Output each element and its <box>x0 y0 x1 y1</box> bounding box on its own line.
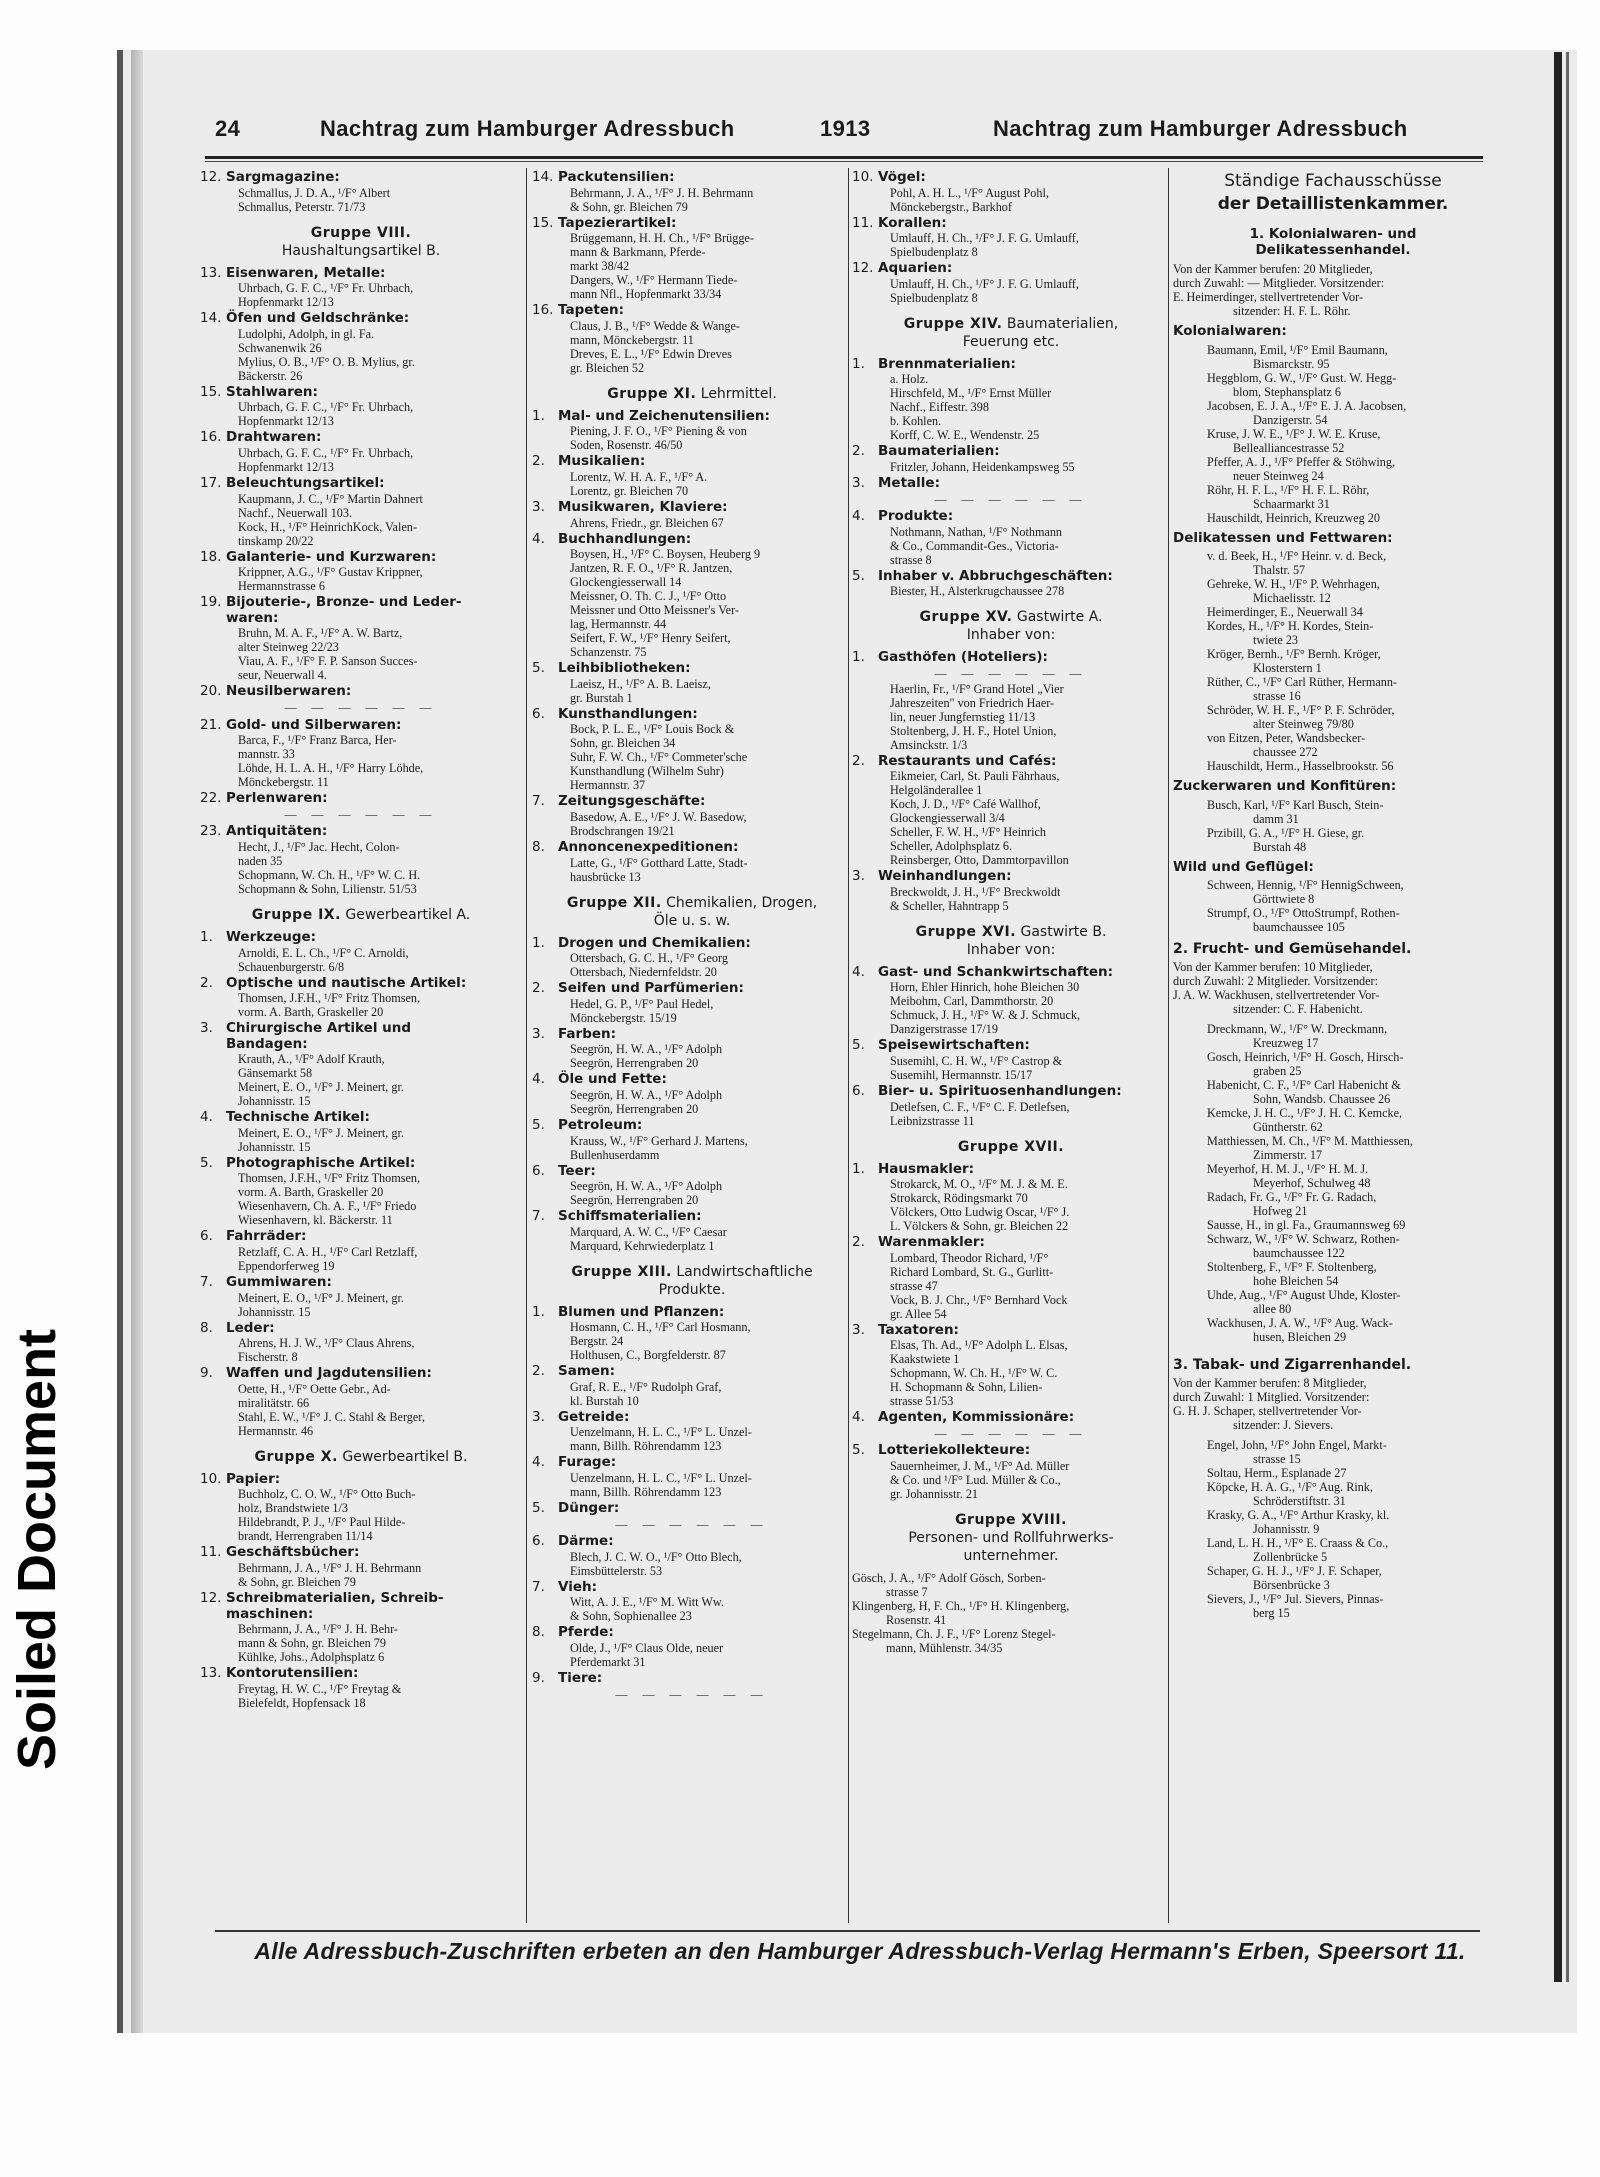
list-item: 2. Musikalien: Lorentz, W. H. A. F., ¹/F° A. Lorentz, gr. Bleichen 70 <box>532 453 708 498</box>
list-item: 1. Blumen und Pflanzen: Hosmann, C. H., ¹/F° Carl Hosmann, Bergstr. 24 Holthusen, C., Borgfelderstr. 87 <box>532 1303 751 1363</box>
header-title-right: Nachtrag zum Hamburger Adressbuch <box>993 116 1408 141</box>
list-item: 3. Metalle: — — — — — — <box>852 474 1088 506</box>
category-heading: Delikatessen und Fettwaren: <box>1173 529 1393 546</box>
list-item: 23. Antiquitäten: Hecht, J., ¹/F° Jac. Hecht, Colon- naden 35 Schopmann, W. Ch. H., ¹/F° W. C. H. Schopmann & Sohn, Lilienstr. 51/53 <box>200 823 421 896</box>
column-divider <box>526 168 527 1923</box>
column-1 <box>200 170 522 1712</box>
list-item: 15. Tapezierartikel: Brüggemann, H. H. Ch., ¹/F° Brügge- mann & Barkmann, Pferde- markt 38/42 Dangers, W., ¹/F° Hermann Tiede- mann Nfl., Hopfenmarkt 33/34 <box>532 214 754 302</box>
group-heading: Gruppe XVII. <box>957 1138 1065 1155</box>
list-item: 5. Inhaber v. Abbruchgeschäften: Biester, H., Alsterkrugchaussee 278 <box>852 567 1113 599</box>
group-heading: Gruppe XIV. Baumaterialien, Feuerung etc. <box>903 315 1119 350</box>
list-item: 10. Vögel: Pohl, A. H. L., ¹/F° August Pohl, Mönckebergstr., Barkhof <box>852 169 1049 214</box>
list-item: 7. Gummiwaren: Meinert, E. O., ¹/F° J. Meinert, gr. Johannisstr. 15 <box>200 1274 404 1319</box>
category-heading: Wild und Geflügel: <box>1173 858 1314 875</box>
group-heading: Gruppe XI. Lehrmittel. <box>607 385 777 402</box>
column-3 <box>852 170 1170 1657</box>
list-item: 1. Gasthöfen (Hoteliers): — — — — — — Haerlin, Fr., ¹/F° Grand Hotel „Vier Jahreszeiten" von Friedrich Haer- lin, neuer Jungfernstieg 11/13 Stoltenberg, J. H. F., Hotel Union, Amsinckstr. 1/3 <box>852 649 1088 752</box>
section-heading: 2. Frucht- und Gemüsehandel. <box>1173 941 1412 958</box>
header-rule-thin <box>205 161 1483 162</box>
list-item: 1. Drogen und Chemikalien: Ottersbach, G. C. H., ¹/F° Georg Ottersbach, Niedernfeldstr. 20 <box>532 934 751 980</box>
group-heading: Gruppe IX. Gewerbeartikel A. <box>251 906 471 923</box>
list-item: 4. Öle und Fette: Seegrön, H. W. A., ¹/F° Adolph Seegrön, Herrengraben 20 <box>532 1071 723 1116</box>
list-item: 7. Zeitungsgeschäfte: Basedow, A. E., ¹/F° J. W. Basedow, Brodschrangen 19/21 <box>532 793 747 838</box>
list-item: 7. Vieh: Witt, A. J. E., ¹/F° M. Witt Ww. & Sohn, Sophienallee 23 <box>532 1578 724 1624</box>
list-item: 1. Mal- und Zeichenutensilien: Piening, J. F. O., ¹/F° Piening & von Soden, Rosenstr. 46/50 <box>532 407 770 453</box>
list-item: 3. Weinhandlungen: Breckwoldt, J. H., ¹/F° Breckwoldt & Scheller, Hahntrapp 5 <box>852 868 1061 913</box>
header-title-left: Nachtrag zum Hamburger Adressbuch <box>320 116 735 141</box>
list-item: 2. Seifen und Parfümerien: Hedel, G. P., ¹/F° Paul Hedel, Mönckebergstr. 15/19 <box>532 980 744 1025</box>
group-heading: Gruppe XVI. Gastwirte B. Inhaber von: <box>915 923 1107 958</box>
list-item: 12. Schreibmaterialien, Schreib- maschinen: Behrmann, J. A., ¹/F° J. H. Behr- mann & Sohn, gr. Bleichen 79 Kühlke, Johs., Adolphsplatz 6 <box>200 1590 444 1665</box>
group-heading: Gruppe X. Gewerbeartikel B. <box>254 1448 468 1465</box>
list-item: 12. Sargmagazine: Schmallus, J. D. A., ¹/F° Albert Schmallus, Peterstr. 71/73 <box>200 169 391 214</box>
list-item: 5. Speisewirtschaften: Susemihl, C. H. W., ¹/F° Castrop & Susemihl, Hermannstr. 15/17 <box>852 1037 1063 1082</box>
column-title: Ständige Fachausschüsse der Detaillistenkammer. <box>1217 171 1449 214</box>
page-number: 24 <box>215 116 241 141</box>
list-item: 1. Brennmaterialien: a. Holz. Hirschfeld, M., ¹/F° Ernst Müller Nachf., Eiffestr. 398 b. Kohlen. Korff, C. W. E., Wendenstr. 25 <box>852 355 1052 443</box>
list-item: 3. Taxatoren: Elsas, Th. Ad., ¹/F° Adolph L. Elsas, Kaakstwiete 1 Schopmann, W. Ch. H., ¹/F° W. C. H. Schopmann & Sohn, Lilien- strasse 51/53 <box>852 1321 1068 1409</box>
group-heading: Gruppe XII. Chemikalien, Drogen, Öle u. s. w. <box>566 894 818 929</box>
list-item: 9. Tiere: — — — — — — <box>532 1670 769 1701</box>
list-item: 6. Fahrräder: Retzlaff, C. A. H., ¹/F° Carl Retzlaff, Eppendorferweg 19 <box>200 1228 418 1274</box>
list-item: 3. Getreide: Uenzelmann, H. L. C., ¹/F° L. Unzel- mann, Billh. Röhrendamm 123 <box>532 1408 752 1454</box>
category-heading: Kolonialwaren: <box>1173 323 1287 339</box>
list-item: 3. Chirurgische Artikel und Bandagen: Krauth, A., ¹/F° Adolf Krauth, Gänsemarkt 58 Meinert, E. O., ¹/F° J. Meinert, gr. Johannisstr. 15 <box>200 1020 412 1109</box>
list-item: 7. Schiffsmaterialien: Marquard, A. W. C., ¹/F° Caesar Marquard, Kehrwiederplatz 1 <box>532 1208 727 1253</box>
list-item: 21. Gold- und Silberwaren: Barca, F., ¹/F° Franz Barca, Her- mannstr. 33 Löhde, H. L. A. H., ¹/F° Harry Löhde, Mönckebergstr. 11 <box>200 716 424 790</box>
column-2 <box>532 170 852 1704</box>
section-heading: 3. Tabak- und Zigarrenhandel. <box>1173 1356 1412 1373</box>
list-item: 13. Eisenwaren, Metalle: Uhrbach, G. F. C., ¹/F° Fr. Uhrbach, Hopfenmarkt 12/13 <box>200 264 414 310</box>
list-item: 12. Aquarien: Umlauff, H. Ch., ¹/F° J. F. G. Umlauff, Spielbudenplatz 8 <box>852 260 1079 305</box>
list-item: 18. Galanterie- und Kurzwaren: Krippner, A.G., ¹/F° Gustav Krippner, Hermannstrasse 6 <box>200 548 437 594</box>
list-item: 4. Gast- und Schankwirtschaften: Horn, Ehler Hinrich, hohe Bleichen 30 Meibohm, Carl, Dammthorstr. 20 Schmuck, J. H., ¹/F° W. & J. Schmuck, Danzigerstrasse 17/19 <box>852 963 1114 1037</box>
list-item: 1. Werkzeuge: Arnoldi, E. L. Ch., ¹/F° C. Arnoldi, Schauenburgerstr. 6/8 <box>200 928 409 974</box>
list-item: 11. Korallen: Umlauff, H. Ch., ¹/F° J. F. G. Umlauff, Spielbudenplatz 8 <box>852 214 1079 260</box>
list-item: 6. Kunsthandlungen: Bock, P. L. E., ¹/F° Louis Bock & Sohn, gr. Bleichen 34 Suhr, F. W. Ch., ¹/F° Commeter'sche Kunsthandlung (Wilhelm Suhr) Hermannstr. 37 <box>532 705 748 793</box>
list-item: 2. Samen: Graf, R. E., ¹/F° Rudolph Graf, kl. Burstah 10 <box>532 1363 722 1408</box>
list-item: 6. Därme: Blech, J. C. W. O., ¹/F° Otto Blech, Eimsbüttelerstr. 53 <box>532 1533 742 1578</box>
list-item: 5. Photographische Artikel: Thomsen, J.F.H., ¹/F° Fritz Thomsen, vorm. A. Barth, Graskeller 20 Wiesenhavern, Ch. A. F., ¹/F° Friedo Wiesenhavern, kl. Bäckerstr. 11 <box>200 1154 421 1228</box>
list-item: 16. Drahtwaren: Uhrbach, G. F. C., ¹/F° Fr. Uhrbach, Hopfenmarkt 12/13 <box>200 429 414 474</box>
section-heading: 1. Kolonialwaren- und Delikatessenhandel. <box>1249 226 1417 258</box>
group-heading: Gruppe XV. Gastwirte A. Inhaber von: <box>919 609 1103 644</box>
group-heading: Gruppe XIII. Landwirtschaftliche Produkte. <box>571 1263 813 1298</box>
list-item: 8. Pferde: Olde, J., ¹/F° Claus Olde, neuer Pferdemarkt 31 <box>532 1624 724 1670</box>
list-item: 14. Öfen und Geldschränke: Ludolphi, Adolph, in gl. Fa. Schwanenwik 26 Mylius, O. B., ¹/F° O. B. Mylius, gr. Bäckerstr. 26 <box>200 310 415 383</box>
list-item: 5. Leihbibliotheken: Laeisz, H., ¹/F° A. B. Laeisz, gr. Burstah 1 <box>532 660 711 705</box>
list-item: 4. Technische Artikel: Meinert, E. O., ¹/F° J. Meinert, gr. Johannisstr. 15 <box>200 1109 404 1154</box>
list-item: 1. Hausmakler: Strokarck, M. O., ¹/F° M. J. & M. E. Strokarck, Rödingsmarkt 70 Völckers, Otto Ludwig Oscar, ¹/F° J. L. Völckers & Sohn, gr. Bleichen 22 <box>852 1160 1070 1234</box>
list-item: 5. Lotteriekollekteure: Sauernheimer, J. M., ¹/F° Ad. Müller & Co. und ¹/F° Lud. Müller & Co., gr. Johannisstr. 21 <box>852 1442 1070 1502</box>
list-item: 10. Papier: Buchholz, C. O. W., ¹/F° Otto Buch- holz, Brandstwiete 1/3 Hildebrandt, P. J., ¹/F° Paul Hilde- brandt, Herrengraben 11/14 <box>200 1470 416 1544</box>
category-heading: Zuckerwaren und Konfitüren: <box>1173 778 1397 795</box>
list-item: 6. Bier- u. Spirituosenhandlungen: Detlefsen, C. F., ¹/F° C. F. Detlefsen, Leibnizstrasse 11 <box>852 1082 1122 1128</box>
list-item: 8. Leder: Ahrens, H. J. W., ¹/F° Claus Ahrens, Fischerstr. 8 <box>200 1319 415 1365</box>
list-item: 15. Stahlwaren: Uhrbach, G. F. C., ¹/F° Fr. Uhrbach, Hopfenmarkt 12/13 <box>200 383 414 429</box>
list-item: Gösch, J. A., ¹/F° Adolf Gösch, Sorben- strasse 7 Klingenberg, H, F. Ch., ¹/F° H. Klingenberg, Rosenstr. 41 Stegelmann, Ch. J. F., ¹/F° Lorenz Stegel- mann, Mühlenstr. 34/35 <box>852 1571 1070 1656</box>
page-header <box>215 116 1483 156</box>
list-item: 5. Dünger: — — — — — — <box>532 1500 769 1531</box>
footer-rule <box>215 1930 1480 1932</box>
group-heading: Gruppe XVIII. Personen- und Rollfuhrwerks- unternehmer. <box>908 1512 1114 1565</box>
list-item: 6. Teer: Seegrön, H. W. A., ¹/F° Adolph Seegrön, Herrengraben 20 <box>532 1162 723 1208</box>
list-item: 4. Produkte: Nothmann, Nathan, ¹/F° Nothmann & Co., Commandit-Ges., Victoria- strasse 8 <box>852 508 1063 567</box>
list-item: 13. Kontorutensilien: Freytag, H. W. C., ¹/F° Freytag & Bielefeldt, Hopfensack 18 <box>200 1665 402 1710</box>
list-item: 11. Geschäftsbücher: Behrmann, J. A., ¹/F° J. H. Behrmann & Sohn, gr. Bleichen 79 <box>200 1544 422 1590</box>
list-item: 16. Tapeten: Claus, J. B., ¹/F° Wedde & Wange- mann, Mönckebergstr. 11 Dreves, E. L., ¹/F° Edwin Dreves gr. Bleichen 52 <box>532 302 740 375</box>
footer-notice: Alle Adressbuch-Zuschriften erbeten an den Hamburger Adressbuch-Verlag Hermann's Erben, Speersort 11. <box>254 1938 1466 1964</box>
list-item: 2. Optische und nautische Artikel: Thomsen, J.F.H., ¹/F° Fritz Thomsen, vorm. A. Barth, Graskeller 20 <box>200 974 467 1020</box>
page-edge-shadow <box>1566 52 1569 1982</box>
list-item: 22. Perlenwaren: — — — — — — <box>200 790 438 821</box>
list-item: 8. Annoncenexpeditionen: Latte, G., ¹/F° Gotthard Latte, Stadt- hausbrücke 13 <box>532 838 748 884</box>
header-year: 1913 <box>820 116 871 141</box>
list-item: 5. Petroleum: Krauss, W., ¹/F° Gerhard J. Martens, Bullenhuserdamm <box>532 1116 748 1162</box>
column-4: Ständige Fachausschüsse der Detaillistenkammer. 1. Kolonialwaren- und Delikatessenhandel. Von der Kammer berufen: 20 Mitglieder, durch Zuwahl: — Mitglieder. Vorsitzender: E. Heimerdinger, stellvertretender Vor- sitzender: H. F. L. Röhr. Kolonialwaren: Baumann, Emil, ¹/F° Emil Baumann, Bismarckstr. 95 Heggblom, G. W., ¹/F° Gust. W. Hegg- blom, Stephansplatz 6 Jacobsen, E. J. A., ¹/F° E. J. A. Jacobsen, Danzigerstr. 54 Kruse, J. W. E., ¹/F° J. W. E. Kruse, Bellealliancestrasse 52 Pfeffer, A. J., ¹/F° Pfeffer & Stöhwing, neuer Steinweg 24 Röhr, H. F. L., ¹/F° H. F. L. Röhr, Schaarmarkt 31 Hauschildt, Heinrich, Kreuzweg 20 Delikatessen und Fettwaren: v. d. Beek, H., ¹/F° Heinr. v. d. Beck, Thalstr. 57 Gehreke, W. H., ¹/F° P. Wehrhagen, Michaelisstr. 12 Heimerdinger, E., Neuerwall 34 Kordes, H., ¹/F° H. Kordes, Stein- twiete 23 Kröger, Bernh., ¹/F° Bernh. Kröger, Klosterstern 1 Rüther, C., ¹/F° Carl Rüther, Hermann- strasse 16 Schröder, W. H. F., ¹/F° P. F. Schröder, alter Steinweg 79/80 von Eitzen, Peter, Wandsbecker- chaussee 272 Hauschildt, Herm., Hasselbrookstr. 56 Zuckerwaren und Konfitüren: Busch, Karl, ¹/F° Karl Busch, Stein- damm 31 Przibill, G. A., ¹/F° H. Giese, gr. Burstah 48 Wild und Geflügel: Schween, Hennig, ¹/F° HennigSchween, Görttwiete 8 Strumpf, O., ¹/F° OttoStrumpf, Rothen- baumchaussee 105 2. Frucht- und Gemüsehandel. Von der Kammer berufen: 10 Mitglieder, durch Zuwahl: 2 Mitglieder. Vorsitzender: J. A. W. Wackhusen, stellvertretender Vor- sitzender: C. F. Habenicht. Dreckmann, W., ¹/F° W. Dreckmann, Kreuzweg 17 Gosch, Heinrich, ¹/F° H. Gosch, Hirsch- graben 25 Habenicht, C. F., ¹/F° Carl Habenicht & Sohn, Wandsb. Chaussee 26 Kemcke, J. H. C., ¹/F° J. H. C. Kemcke, Güntherstr. 62 Matthiessen, M. Ch., ¹/F° M. Matthiessen, Zimmerstr. 17 Meyerhof, H. M. J., ¹/F° H. M. J. Meyerhof, Schulweg 48 Radach, Fr. G., ¹/F° Fr. G. Radach, Hofweg 21 Sausse, H., in gl. Fa., Graumannsweg 69 Schwarz, W., ¹/F° W. Schwarz, Rothen- baumchaussee 122 Stoltenberg, F., ¹/F° F. Stoltenberg, hohe Bleichen 54 Uhde, Aug., ¹/F° August Uhde, Kloster- allee 80 Wackhusen, J. A. W., ¹/F° Aug. Wack- husen, Bleichen 29 3. Tabak- und Zigarrenhandel. Von der Kammer berufen: 8 Mitglieder, durch Zuwahl: 1 Mitglied. Vorsitzender: G. H. J. Schaper, stellvertretender Vor- sitzender: J. Sievers. Engel, John, ¹/F° John Engel, Markt- strasse 15 Soltau, Herm., Esplanade 27 Köpcke, H. A. G., ¹/F° Aug. Rink, Schröderstiftstr. 31 Krasky, G. A., ¹/F° Arthur Krasky, kl. Johannisstr. 9 Land, L. H. H., ¹/F° E. Craass & Co., Zollenbrücke 5 Schaper, G. H. J., ¹/F° J. F. Schaper, Börsenbrücke 3 Sievers, J., ¹/F° Jul. Sievers, Pinnas- berg 15 <box>1173 170 1493 1620</box>
group-heading: Gruppe VIII. Haushaltungsartikel B. <box>281 224 441 259</box>
list-item: 4. Agenten, Kommissionäre: — — — — — — <box>852 1409 1088 1440</box>
header-rule <box>205 156 1483 159</box>
soiled-document-label <box>6 1710 68 1770</box>
list-item: 2. Restaurants und Cafés: Eikmeier, Carl, St. Pauli Fährhaus, Helgoländerallee 1 Koch, J. D., ¹/F° Café Wallhof, Glockengiesserwall 3/4 Scheller, F. W. H., ¹/F° Heinrich Scheller, Adolphsplatz 6. Reinsberger, Otto, Dammtorpavillon <box>852 752 1069 868</box>
list-item: 3. Musikwaren, Klaviere: Ahrens, Friedr., gr. Bleichen 67 <box>532 498 728 530</box>
list-item: 2. Baumaterialien: Fritzler, Johann, Heidenkampsweg 55 <box>852 443 1075 474</box>
list-item: 20. Neusilberwaren: — — — — — — <box>200 683 438 714</box>
list-item: 4. Buchhandlungen: Boysen, H., ¹/F° C. Boysen, Heuberg 9 Jantzen, R. F. O., ¹/F° R. Jantzen, Glockengiesserwall 14 Meissner, O. Th. C. J., ¹/F° Otto Meissner und Otto Meissner's Ver- lag, Hermannstr. 44 Seifert, F. W., ¹/F° Henry Seifert, Schanzenstr. 75 <box>532 530 761 660</box>
list-item: 9. Waffen und Jagdutensilien: Oette, H., ¹/F° Oette Gebr., Ad- miralitätstr. 66 Stahl, E. W., ¹/F° J. C. Stahl & Berger, Hermannstr. 46 <box>200 1365 432 1438</box>
list-item: 4. Furage: Uenzelmann, H. L. C., ¹/F° L. Unzel- mann, Billh. Röhrendamm 123 <box>532 1454 752 1500</box>
list-item: 3. Farben: Seegrön, H. W. A., ¹/F° Adolph Seegrön, Herrengraben 20 <box>532 1025 723 1071</box>
list-item: 14. Packutensilien: Behrmann, J. A., ¹/F° J. H. Behrmann & Sohn, gr. Bleichen 79 <box>532 169 754 214</box>
list-item: 17. Beleuchtungsartikel: Kaupmann, J. C., ¹/F° Martin Dahnert Nachf., Neuerwall 103. Kock, H., ¹/F° HeinrichKock, Valen- tinskamp 20/22 <box>200 474 423 548</box>
list-item: 19. Bijouterie-, Bronze- und Leder- waren: Bruhn, M. A. F., ¹/F° A. W. Bartz, alter Steinweg 22/23 Viau, A. F., ¹/F° F. P. Sanson Succes- seur, Neuerwall 4. <box>200 594 462 683</box>
page-edge <box>1554 52 1562 1982</box>
list-item: 2. Warenmakler: Lombard, Theodor Richard, ¹/F° Richard Lombard, St. G., Gurlitt- strasse 47 Vock, B. J. Chr., ¹/F° Bernhard Vock gr. Allee 54 <box>852 1234 1068 1321</box>
